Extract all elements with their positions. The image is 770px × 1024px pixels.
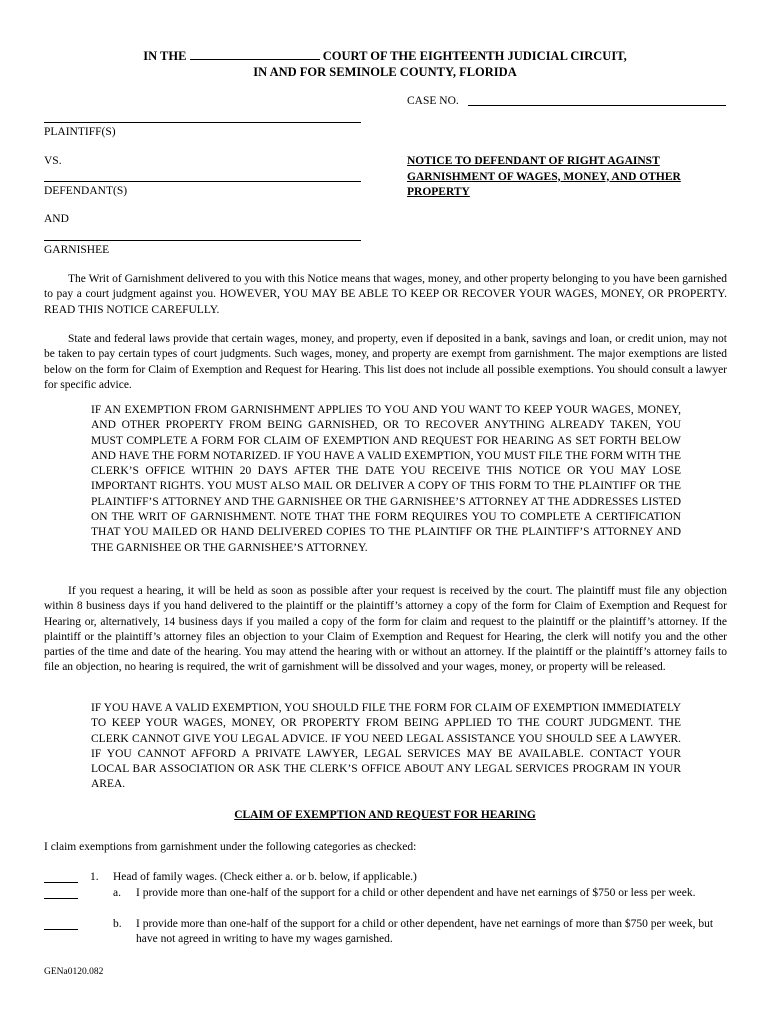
paragraph-hearing: If you request a hearing, it will be held as soon as possible after your request is received by the court. The plaintiff must file any objection within 8 business days if you hand delivered to the plaintiff or the plaintiff’s attorney a copy of the form for Claim of Exemption and Request for Hearing or, alternatively, 14 business days if you mailed a copy of the form for claim and request to the plaintiff or the plaintiff’s attorney. If the plaintiff or the plaintiff’s attorney files an objection to your Claim of Exemption and Request for Hearing, the clerk will notify you and the other parties of the time and date of the hearing. You may attend the hearing with or without an attorney. If the plaintiff or the plaintiff’s attorney fails to file an objection, no hearing is required, the writ of garnishment will be dissolved and your wages, money, or property will be released.	[44, 585, 727, 674]
garnishee-blank[interactable]	[44, 240, 361, 241]
court-header-suffix: COURT OF THE EIGHTEENTH JUDICIAL CIRCUIT,	[322, 49, 627, 63]
checkbox-line-1b[interactable]	[44, 929, 78, 930]
case-number-label: CASE NO.	[407, 95, 459, 107]
plaintiff-blank[interactable]	[44, 122, 361, 123]
versus-label: VS.	[44, 155, 62, 167]
item1-text: Head of family wages. (Check either a. or b. below, if applicable.)	[113, 871, 417, 883]
item1a-text: I provide more than one-half of the support for a child or other dependent and have net earnings of $750 or less per week.	[136, 887, 696, 899]
paragraph-exemptions: State and federal laws provide that certain wages, money, and property, even if deposited in a bank, savings and loan, or credit union, may not be taken to pay certain types of court judgments. Such wages, money, and property are exempt from garnishment. The major exemptions are listed below on the form for Claim of Exemption and Request for Hearing. This list does not include all possible exemptions. You should consult a lawyer for specific advice.	[44, 333, 727, 391]
court-name-blank[interactable]	[190, 48, 320, 60]
defendant-blank[interactable]	[44, 181, 361, 182]
paragraph-caps-valid-exemption: IF YOU HAVE A VALID EXEMPTION, YOU SHOULD FILE THE FORM FOR CLAIM OF EXEMPTION IMMEDIATELY TO KEEP YOUR WAGES, MONEY, OR PROPERTY FROM BEING APPLIED TO THE COURT JUDGMENT. THE CLERK CANNOT GIVE YOU LEGAL ADVICE. IF YOU NEED LEGAL ASSISTANCE YOU SHOULD SEE A LAWYER. IF YOU CANNOT AFFORD A PRIVATE LAWYER, LEGAL SERVICES MAY BE AVAILABLE. CONTACT YOUR LOCAL BAR ASSOCIATION OR ASK THE CLERK’S OFFICE ABOUT ANY LEGAL SERVICES PROGRAM IN YOUR AREA.	[91, 702, 681, 791]
item1-number: 1.	[90, 871, 99, 883]
checkbox-line-1a[interactable]	[44, 898, 78, 899]
paragraph-writ-notice: The Writ of Garnishment delivered to you with this Notice means that wages, money, and other property belonging to you have been garnished to pay a court judgment against you. HOWEVER, YOU MAY BE ABLE TO KEEP OR RECOVER YOUR WAGES, MONEY, OR PROPERTY. READ THIS NOTICE CAREFULLY.	[44, 273, 727, 316]
case-number-blank[interactable]	[468, 105, 726, 106]
item1a-letter: a.	[113, 887, 121, 899]
court-header-prefix: IN THE	[143, 49, 187, 63]
form-id: GENa0120.082	[44, 967, 104, 977]
court-header-line2: IN AND FOR SEMINOLE COUNTY, FLORIDA	[253, 65, 517, 79]
item1b-text: I provide more than one-half of the support for a child or other dependent, have net earnings of more than $750 per week, but have not agreed in writing to have my wages garnished.	[136, 918, 714, 946]
defendant-label: DEFENDANT(S)	[44, 185, 128, 197]
item1b-letter: b.	[113, 918, 122, 930]
and-label: AND	[44, 213, 69, 225]
claim-intro: I claim exemptions from garnishment under the following categories as checked:	[44, 841, 417, 853]
notice-title: NOTICE TO DEFENDANT OF RIGHT AGAINST GARNISHMENT OF WAGES, MONEY, AND OTHER PROPERTY	[407, 155, 681, 198]
plaintiff-label: PLAINTIFF(S)	[44, 126, 116, 138]
garnishee-label: GARNISHEE	[44, 244, 110, 256]
checkbox-line-1[interactable]	[44, 882, 78, 883]
claim-title: CLAIM OF EXEMPTION AND REQUEST FOR HEARING	[234, 809, 536, 821]
court-header-line1	[0, 48, 770, 64]
paragraph-caps-instructions: IF AN EXEMPTION FROM GARNISHMENT APPLIES TO YOU AND YOU WANT TO KEEP YOUR WAGES, MONEY, AND OTHER PROPERTY FROM BEING GARNISHED, OR TO RECOVER ANYTHING ALREADY TAKEN, YOU MUST COMPLETE A FORM FOR CLAIM OF EXEMPTION AND REQUEST FOR HEARING AS SET FORTH BELOW AND HAVE THE FORM NOTARIZED. IF YOU HAVE A VALID EXEMPTION, YOU MUST FILE THE FORM WITH THE CLERK’S OFFICE WITHIN 20 DAYS AFTER THE DATE YOU RECEIVE THIS NOTICE OR YOU MAY LOSE IMPORTANT RIGHTS. YOU MUST ALSO MAIL OR DELIVER A COPY OF THIS FORM TO THE PLAINTIFF OR THE PLAINTIFF’S ATTORNEY AND THE GARNISHEE OR THE GARNISHEE’S ATTORNEY AT THE ADDRESSES LISTED ON THE WRIT OF GARNISHMENT. NOTE THAT THE FORM REQUIRES YOU TO COMPLETE A CERTIFICATION THAT YOU MAILED OR HAND DELIVERED COPIES TO THE PLAINTIFF OR THE PLAINTIFF’S ATTORNEY AND THE GARNISHEE OR THE GARNISHEE’S ATTORNEY.	[91, 404, 681, 554]
